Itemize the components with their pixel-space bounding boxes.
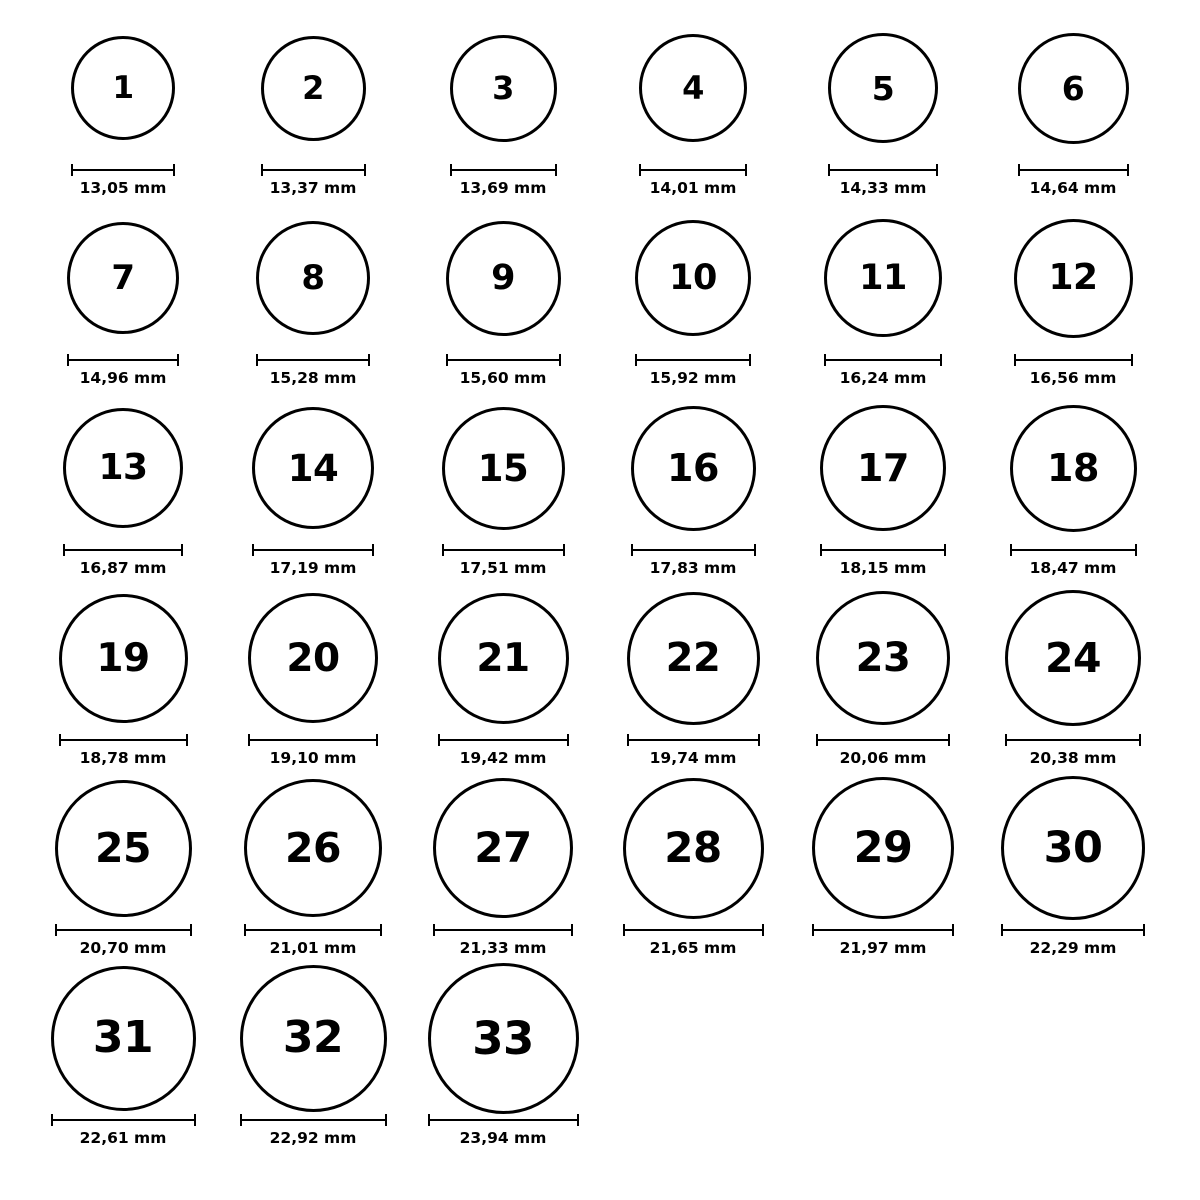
measure-cap-right xyxy=(1139,734,1141,746)
measure-cap-right xyxy=(745,164,747,176)
measure-cap-right xyxy=(940,354,942,366)
measure-cap-left xyxy=(433,924,435,936)
ring-size-number: 33 xyxy=(472,1011,534,1065)
measure-cap-left xyxy=(244,924,246,936)
diameter-measure-bar xyxy=(51,1114,196,1126)
ring-circle xyxy=(438,593,569,724)
ring-size-number: 17 xyxy=(857,446,909,490)
ring-circle xyxy=(428,963,579,1114)
ring-size-cell xyxy=(218,584,408,774)
measure-line xyxy=(820,549,946,551)
measure-cap-left xyxy=(816,734,818,746)
diameter-measure-bar xyxy=(433,924,573,936)
measure-cap-left xyxy=(450,164,452,176)
diameter-label: 15,60 mm xyxy=(459,369,547,387)
measure-line xyxy=(828,169,938,171)
measure-cap-left xyxy=(812,924,814,936)
ring-size-cell xyxy=(978,14,1168,204)
diameter-measure-bar xyxy=(812,924,954,936)
measure-cap-right xyxy=(555,164,557,176)
ring-size-number: 1 xyxy=(112,69,134,106)
measure-cap-right xyxy=(758,734,760,746)
measure-line xyxy=(55,929,192,931)
measure-cap-left xyxy=(240,1114,242,1126)
measure-cap-right xyxy=(368,354,370,366)
ring-size-cell xyxy=(408,14,598,204)
diameter-measure-bar xyxy=(244,924,382,936)
diameter-measure-bar xyxy=(1010,544,1137,556)
ring-size-number: 3 xyxy=(492,69,514,107)
diameter-measure-bar xyxy=(256,354,370,366)
measure-line xyxy=(433,929,573,931)
measure-cap-right xyxy=(181,544,183,556)
measure-cap-right xyxy=(173,164,175,176)
diameter-label: 15,92 mm xyxy=(649,369,737,387)
ring-circle xyxy=(631,406,756,531)
ring-size-number: 26 xyxy=(284,823,342,872)
ring-circle-wrap xyxy=(1001,774,1145,922)
ring-size-cell xyxy=(598,204,788,394)
ring-circle xyxy=(1014,219,1133,338)
ring-size-number: 25 xyxy=(94,823,152,872)
ring-size-cell xyxy=(408,394,598,584)
measure-cap-right xyxy=(385,1114,387,1126)
diameter-measure-bar xyxy=(438,734,569,746)
ring-size-number: 15 xyxy=(477,446,529,490)
ring-circle xyxy=(812,777,954,919)
measure-line xyxy=(1014,359,1133,361)
ring-circle-wrap xyxy=(1005,584,1141,732)
ring-size-cell xyxy=(28,394,218,584)
measure-line xyxy=(1018,169,1129,171)
measure-cap-left xyxy=(51,1114,53,1126)
ring-circle-wrap xyxy=(261,14,366,162)
measure-cap-left xyxy=(59,734,61,746)
ring-size-number: 12 xyxy=(1048,257,1098,298)
ring-circle-wrap xyxy=(631,394,756,542)
ring-circle-wrap xyxy=(812,774,954,922)
measure-cap-right xyxy=(194,1114,196,1126)
measure-cap-left xyxy=(446,354,448,366)
ring-size-cell xyxy=(218,774,408,964)
measure-cap-right xyxy=(372,544,374,556)
diameter-label: 17,19 mm xyxy=(269,559,357,577)
measure-cap-right xyxy=(190,924,192,936)
ring-circle xyxy=(824,219,942,337)
measure-cap-left xyxy=(428,1114,430,1126)
diameter-label: 16,24 mm xyxy=(839,369,927,387)
ring-size-cell xyxy=(788,774,978,964)
measure-cap-right xyxy=(1143,924,1145,936)
ring-size-cell xyxy=(408,584,598,774)
measure-line xyxy=(252,549,374,551)
ring-circle-wrap xyxy=(635,204,751,352)
diameter-label: 22,29 mm xyxy=(1029,939,1117,957)
diameter-measure-bar xyxy=(623,924,764,936)
measure-cap-right xyxy=(577,1114,579,1126)
ring-size-number: 30 xyxy=(1043,822,1103,873)
measure-cap-left xyxy=(71,164,73,176)
diameter-label: 18,78 mm xyxy=(79,749,167,767)
diameter-label: 13,37 mm xyxy=(269,179,357,197)
diameter-label: 14,33 mm xyxy=(839,179,927,197)
ring-size-number: 19 xyxy=(96,635,150,681)
diameter-measure-bar xyxy=(828,164,938,176)
diameter-label: 23,94 mm xyxy=(459,1129,547,1147)
measure-line xyxy=(256,359,370,361)
ring-size-number: 28 xyxy=(664,823,722,872)
ring-size-cell xyxy=(978,584,1168,774)
diameter-measure-bar xyxy=(824,354,942,366)
diameter-measure-bar xyxy=(1018,164,1129,176)
ring-circle-wrap xyxy=(824,204,942,352)
diameter-measure-bar xyxy=(63,544,183,556)
measure-cap-left xyxy=(1018,164,1020,176)
ring-size-grid xyxy=(0,14,1200,1154)
ring-circle xyxy=(63,408,183,528)
measure-cap-left xyxy=(438,734,440,746)
ring-size-number: 22 xyxy=(665,635,721,681)
diameter-label: 14,96 mm xyxy=(79,369,167,387)
diameter-measure-bar xyxy=(71,164,175,176)
ring-size-number: 20 xyxy=(286,635,340,681)
measure-cap-left xyxy=(55,924,57,936)
measure-cap-right xyxy=(177,354,179,366)
measure-cap-left xyxy=(67,354,69,366)
ring-size-number: 21 xyxy=(476,635,530,681)
diameter-label: 20,06 mm xyxy=(839,749,927,767)
measure-cap-right xyxy=(380,924,382,936)
measure-cap-left xyxy=(252,544,254,556)
diameter-measure-bar xyxy=(55,924,192,936)
ring-size-cell xyxy=(28,774,218,964)
ring-circle xyxy=(816,591,950,725)
diameter-measure-bar xyxy=(248,734,378,746)
measure-cap-left xyxy=(442,544,444,556)
ring-size-cell xyxy=(408,774,598,964)
ring-circle xyxy=(59,594,188,723)
diameter-label: 14,64 mm xyxy=(1029,179,1117,197)
ring-size-number: 32 xyxy=(282,1012,344,1063)
ring-size-number: 27 xyxy=(474,823,532,872)
measure-line xyxy=(438,739,569,741)
ring-circle-wrap xyxy=(71,14,175,162)
diameter-label: 16,87 mm xyxy=(79,559,167,577)
ring-circle-wrap xyxy=(816,584,950,732)
measure-cap-left xyxy=(248,734,250,746)
diameter-label: 21,65 mm xyxy=(649,939,737,957)
measure-cap-left xyxy=(256,354,258,366)
ring-circle-wrap xyxy=(820,394,946,542)
ring-circle xyxy=(71,36,175,140)
ring-size-cell xyxy=(28,204,218,394)
diameter-measure-bar xyxy=(631,544,756,556)
ring-circle-wrap xyxy=(67,204,179,352)
diameter-label: 13,05 mm xyxy=(79,179,167,197)
ring-circle-wrap xyxy=(433,774,573,922)
ring-circle xyxy=(1001,776,1145,920)
ring-size-cell xyxy=(28,584,218,774)
measure-cap-right xyxy=(952,924,954,936)
ring-circle-wrap xyxy=(1018,14,1129,162)
diameter-measure-bar xyxy=(1001,924,1145,936)
ring-circle xyxy=(55,780,192,917)
diameter-label: 21,97 mm xyxy=(839,939,927,957)
ring-size-number: 13 xyxy=(98,447,148,488)
ring-size-number: 24 xyxy=(1044,633,1102,682)
measure-cap-right xyxy=(1127,164,1129,176)
measure-cap-right xyxy=(754,544,756,556)
diameter-label: 22,92 mm xyxy=(269,1129,357,1147)
diameter-measure-bar xyxy=(627,734,760,746)
measure-cap-right xyxy=(563,544,565,556)
ring-circle-wrap xyxy=(256,204,370,352)
ring-circle xyxy=(261,36,366,141)
measure-line xyxy=(59,739,188,741)
ring-size-number: 5 xyxy=(871,68,895,108)
measure-line xyxy=(627,739,760,741)
ring-circle-wrap xyxy=(55,774,192,922)
ring-circle-wrap xyxy=(639,14,747,162)
ring-circle-wrap xyxy=(623,774,764,922)
ring-circle-wrap xyxy=(248,584,378,732)
ring-size-cell xyxy=(218,394,408,584)
ring-size-number: 7 xyxy=(111,258,135,298)
ring-circle xyxy=(1010,405,1137,532)
measure-cap-right xyxy=(1131,354,1133,366)
measure-cap-left xyxy=(631,544,633,556)
ring-size-cell xyxy=(218,964,408,1154)
measure-cap-left xyxy=(63,544,65,556)
diameter-label: 19,74 mm xyxy=(649,749,737,767)
ring-size-number: 23 xyxy=(855,635,911,681)
ring-size-cell xyxy=(408,964,598,1154)
ring-size-number: 8 xyxy=(301,258,325,298)
measure-line xyxy=(816,739,950,741)
ring-circle xyxy=(1018,33,1129,144)
ring-circle xyxy=(67,222,179,334)
ring-size-number: 14 xyxy=(287,446,339,490)
ring-circle-wrap xyxy=(450,14,557,162)
measure-line xyxy=(1005,739,1141,741)
measure-cap-right xyxy=(948,734,950,746)
diameter-label: 16,56 mm xyxy=(1029,369,1117,387)
measure-line xyxy=(240,1119,387,1121)
measure-cap-right xyxy=(376,734,378,746)
ring-circle-wrap xyxy=(59,584,188,732)
diameter-measure-bar xyxy=(446,354,561,366)
ring-size-cell xyxy=(788,584,978,774)
ring-size-number: 29 xyxy=(853,822,913,873)
measure-cap-right xyxy=(567,734,569,746)
ring-size-number: 2 xyxy=(302,69,324,107)
measure-line xyxy=(51,1119,196,1121)
ring-size-cell xyxy=(598,584,788,774)
ring-size-number: 6 xyxy=(1061,68,1085,108)
ring-size-cell xyxy=(788,394,978,584)
measure-cap-left xyxy=(820,544,822,556)
ring-size-cell xyxy=(218,204,408,394)
diameter-label: 13,69 mm xyxy=(459,179,547,197)
ring-circle xyxy=(248,593,378,723)
measure-cap-left xyxy=(627,734,629,746)
diameter-measure-bar xyxy=(67,354,179,366)
measure-cap-right xyxy=(559,354,561,366)
diameter-label: 18,47 mm xyxy=(1029,559,1117,577)
measure-cap-right xyxy=(1135,544,1137,556)
ring-circle xyxy=(51,966,196,1111)
ring-size-cell xyxy=(28,964,218,1154)
measure-line xyxy=(824,359,942,361)
ring-size-number: 18 xyxy=(1047,446,1099,490)
ring-circle-wrap xyxy=(244,774,382,922)
measure-line xyxy=(450,169,557,171)
diameter-label: 20,38 mm xyxy=(1029,749,1117,767)
measure-cap-right xyxy=(944,544,946,556)
ring-size-number: 16 xyxy=(667,446,719,490)
ring-circle xyxy=(240,965,387,1112)
measure-line xyxy=(261,169,366,171)
ring-circle-wrap xyxy=(442,394,565,542)
measure-cap-right xyxy=(364,164,366,176)
diameter-measure-bar xyxy=(1014,354,1133,366)
measure-cap-left xyxy=(261,164,263,176)
ring-size-cell xyxy=(28,14,218,204)
ring-circle xyxy=(623,778,764,919)
ring-size-cell xyxy=(978,204,1168,394)
ring-size-number: 11 xyxy=(859,257,907,298)
ring-circle xyxy=(442,407,565,530)
measure-line xyxy=(1001,929,1145,931)
measure-cap-left xyxy=(1010,544,1012,556)
ring-circle xyxy=(256,221,370,335)
ring-circle xyxy=(627,592,760,725)
measure-line xyxy=(639,169,747,171)
ring-circle-wrap xyxy=(51,964,196,1112)
ring-circle-wrap xyxy=(1010,394,1137,542)
measure-line xyxy=(442,549,565,551)
ring-circle-wrap xyxy=(627,584,760,732)
diameter-measure-bar xyxy=(639,164,747,176)
diameter-measure-bar xyxy=(59,734,188,746)
ring-size-cell xyxy=(408,204,598,394)
diameter-measure-bar xyxy=(450,164,557,176)
ring-size-cell xyxy=(788,204,978,394)
ring-circle-wrap xyxy=(63,394,183,542)
measure-line xyxy=(244,929,382,931)
measure-cap-right xyxy=(749,354,751,366)
diameter-measure-bar xyxy=(428,1114,579,1126)
ring-circle-wrap xyxy=(252,394,374,542)
ring-circle xyxy=(828,33,938,143)
measure-line xyxy=(623,929,764,931)
ring-circle xyxy=(820,405,946,531)
ring-size-number: 9 xyxy=(491,257,515,298)
measure-cap-left xyxy=(639,164,641,176)
diameter-measure-bar xyxy=(240,1114,387,1126)
diameter-measure-bar xyxy=(442,544,565,556)
measure-cap-right xyxy=(571,924,573,936)
ring-size-number: 10 xyxy=(669,257,717,298)
diameter-label: 19,10 mm xyxy=(269,749,357,767)
diameter-label: 14,01 mm xyxy=(649,179,737,197)
measure-cap-right xyxy=(186,734,188,746)
diameter-measure-bar xyxy=(252,544,374,556)
ring-circle xyxy=(446,221,561,336)
ring-size-cell xyxy=(788,14,978,204)
ring-circle-wrap xyxy=(1014,204,1133,352)
measure-cap-left xyxy=(824,354,826,366)
diameter-measure-bar xyxy=(1005,734,1141,746)
ring-circle xyxy=(244,779,382,917)
ring-circle xyxy=(450,35,557,142)
ring-size-cell xyxy=(978,394,1168,584)
measure-cap-left xyxy=(1005,734,1007,746)
measure-cap-right xyxy=(936,164,938,176)
measure-cap-right xyxy=(762,924,764,936)
measure-line xyxy=(248,739,378,741)
diameter-label: 19,42 mm xyxy=(459,749,547,767)
ring-circle xyxy=(635,220,751,336)
diameter-label: 22,61 mm xyxy=(79,1129,167,1147)
diameter-label: 15,28 mm xyxy=(269,369,357,387)
ring-circle xyxy=(252,407,374,529)
measure-line xyxy=(635,359,751,361)
measure-line xyxy=(446,359,561,361)
diameter-measure-bar xyxy=(816,734,950,746)
diameter-label: 20,70 mm xyxy=(79,939,167,957)
measure-line xyxy=(428,1119,579,1121)
measure-line xyxy=(631,549,756,551)
measure-line xyxy=(63,549,183,551)
measure-cap-left xyxy=(635,354,637,366)
ring-size-cell xyxy=(598,14,788,204)
diameter-label: 17,83 mm xyxy=(649,559,737,577)
ring-circle xyxy=(1005,590,1141,726)
ring-size-cell xyxy=(978,774,1168,964)
measure-line xyxy=(71,169,175,171)
diameter-measure-bar xyxy=(261,164,366,176)
diameter-label: 21,33 mm xyxy=(459,939,547,957)
ring-circle-wrap xyxy=(828,14,938,162)
measure-cap-left xyxy=(828,164,830,176)
ring-circle-wrap xyxy=(446,204,561,352)
diameter-label: 18,15 mm xyxy=(839,559,927,577)
measure-line xyxy=(1010,549,1137,551)
ring-size-cell xyxy=(598,394,788,584)
ring-circle-wrap xyxy=(438,584,569,732)
ring-size-number: 4 xyxy=(682,69,704,107)
measure-line xyxy=(812,929,954,931)
ring-circle-wrap xyxy=(428,964,579,1112)
ring-circle-wrap xyxy=(240,964,387,1112)
ring-size-cell xyxy=(598,774,788,964)
ring-size-number: 31 xyxy=(92,1012,154,1063)
diameter-measure-bar xyxy=(820,544,946,556)
ring-size-cell xyxy=(218,14,408,204)
diameter-measure-bar xyxy=(635,354,751,366)
ring-circle xyxy=(433,778,573,918)
diameter-label: 21,01 mm xyxy=(269,939,357,957)
measure-cap-left xyxy=(623,924,625,936)
diameter-label: 17,51 mm xyxy=(459,559,547,577)
ring-circle xyxy=(639,34,747,142)
measure-cap-left xyxy=(1001,924,1003,936)
measure-cap-left xyxy=(1014,354,1016,366)
measure-line xyxy=(67,359,179,361)
